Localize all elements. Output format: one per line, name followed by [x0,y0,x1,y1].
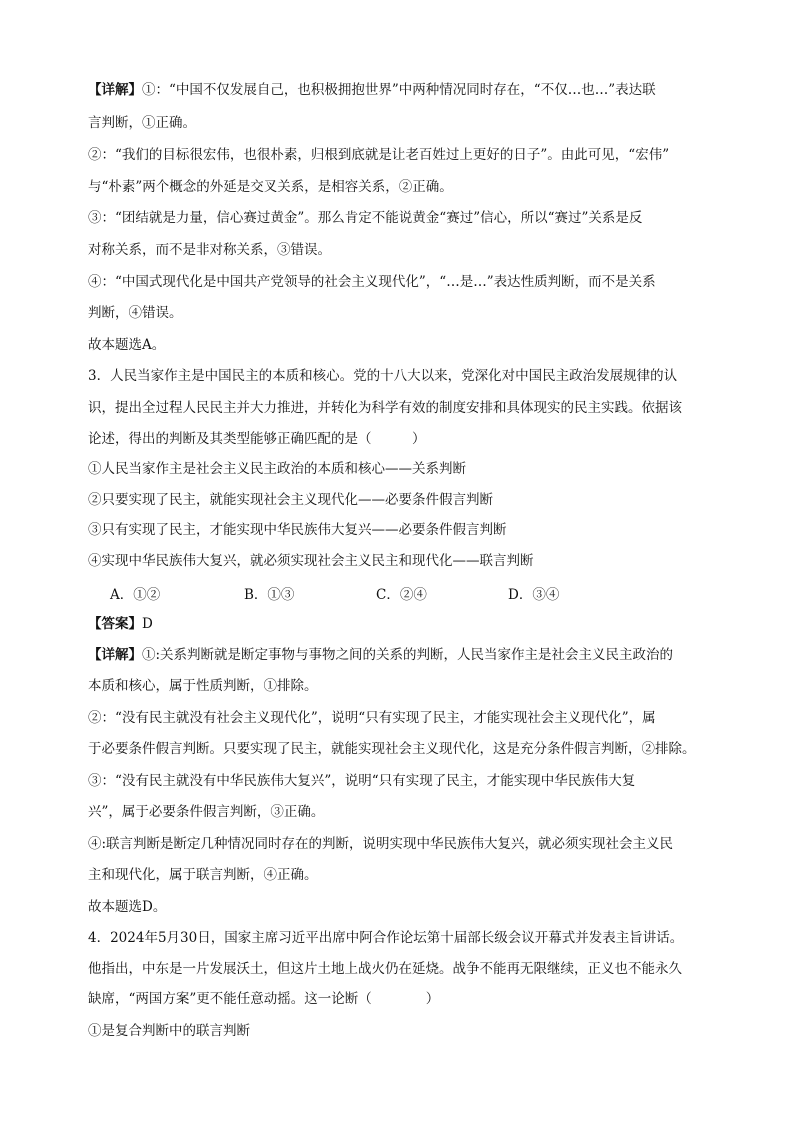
text-line: ②：“我们的目标很宏伟，也很朴素，归根到底就是让老百姓过上更好的日子”。由此可见，“宏伟” [88,147,670,163]
text-line: 对称关系，而不是非对称关系，③错误。 [88,242,331,258]
choice-statement: ①是复合判断中的联言判断 [88,1023,250,1039]
question-line: 识，提出全过程人民民主并大力推进，并转化为科学有效的制度安排和具体现实的民主实践。依据该 [88,400,682,416]
text-line: 故本题选A。 [88,337,166,353]
question-line: 3．人民当家作主是中国民主的本质和核心。党的十八大以来，党深化对中国民主政治发展规律的认 [88,368,678,384]
answer-line: 【答案】D [88,616,153,632]
text-line: ②：“没有民主就没有社会主义现代化”，说明“只有实现了民主，才能实现社会主义现代化”，属 [88,710,656,726]
question-line: 他指出，中东是一片发展沃土，但这片土地上战火仍在延烧。战争不能再无限继续，正义也不能永久 [88,961,682,977]
answer-label: 【答案】 [88,616,142,632]
text-line: ④：“中国式现代化是中国共产党领导的社会主义现代化”，“…是…”表达性质判断，而不是关系 [88,274,656,290]
choice-statement: ③只有实现了民主，才能实现中华民族伟大复兴——必要条件假言判断 [88,522,507,538]
text-line: 故本题选D。 [88,899,167,915]
choice-statement: ①人民当家作主是社会主义民主政治的本质和核心——关系判断 [88,461,466,477]
text-line: 与“朴素”两个概念的外延是交叉关系，是相容关系，②正确。 [88,179,453,195]
detail-label: 【详解】 [88,647,142,663]
option-d: D．③④ [508,587,560,603]
text-line: 本质和核心，属于性质判断，①排除。 [88,678,318,694]
answer-options [110,583,710,603]
choice-statement: ④实现中华民族伟大复兴，就必须实现社会主义民主和现代化——联言判断 [88,553,534,569]
text-line: 【详解】①：“中国不仅发展自己，也积极拥抱世界”中两种情况同时存在，“不仅…也…”表达联 [88,82,656,98]
text-line: 主和现代化，属于联言判断，④正确。 [88,867,318,883]
question-line: 论述，得出的判断及其类型能够正确匹配的是（ ） [88,431,426,447]
text-line: 【详解】①:关系判断就是断定事物与事物之间的关系的判断，人民当家作主是社会主义民主政治的 [88,647,674,663]
question-line: 4．2024年5月30日，国家主席习近平出席中阿合作论坛第十届部长级会议开幕式并发表主旨讲话。 [88,930,684,946]
text-line: 判断，④错误。 [88,305,183,321]
text-line: 于必要条件假言判断。只要实现了民主，就能实现社会主义现代化，这是充分条件假言判断，②排除。 [88,741,696,757]
text-line: 兴”，属于必要条件假言判断，③正确。 [88,804,325,820]
option-c: C．②④ [376,587,427,603]
text-line: ③：“团结就是力量，信心赛过黄金”。那么肯定不能说黄金“赛过”信心，所以“赛过”关系是反 [88,210,643,226]
text-line: ④:联言判断是断定几种情况同时存在的判断，说明实现中华民族伟大复兴，就必须实现社会主义民 [88,836,674,852]
option-b: B．①③ [244,587,295,603]
detail-label: 【详解】 [88,82,142,98]
option-a: A．①② [110,587,161,603]
choice-statement: ②只要实现了民主，就能实现社会主义现代化——必要条件假言判断 [88,492,493,508]
text-line: 言判断，①正确。 [88,115,196,131]
text-line: ③：“没有民主就没有中华民族伟大复兴”，说明“只有实现了民主，才能实现中华民族伟大复 [88,773,636,789]
question-line: 缺席，“两国方案”更不能任意动摇。这一论断（ ） [88,991,440,1007]
